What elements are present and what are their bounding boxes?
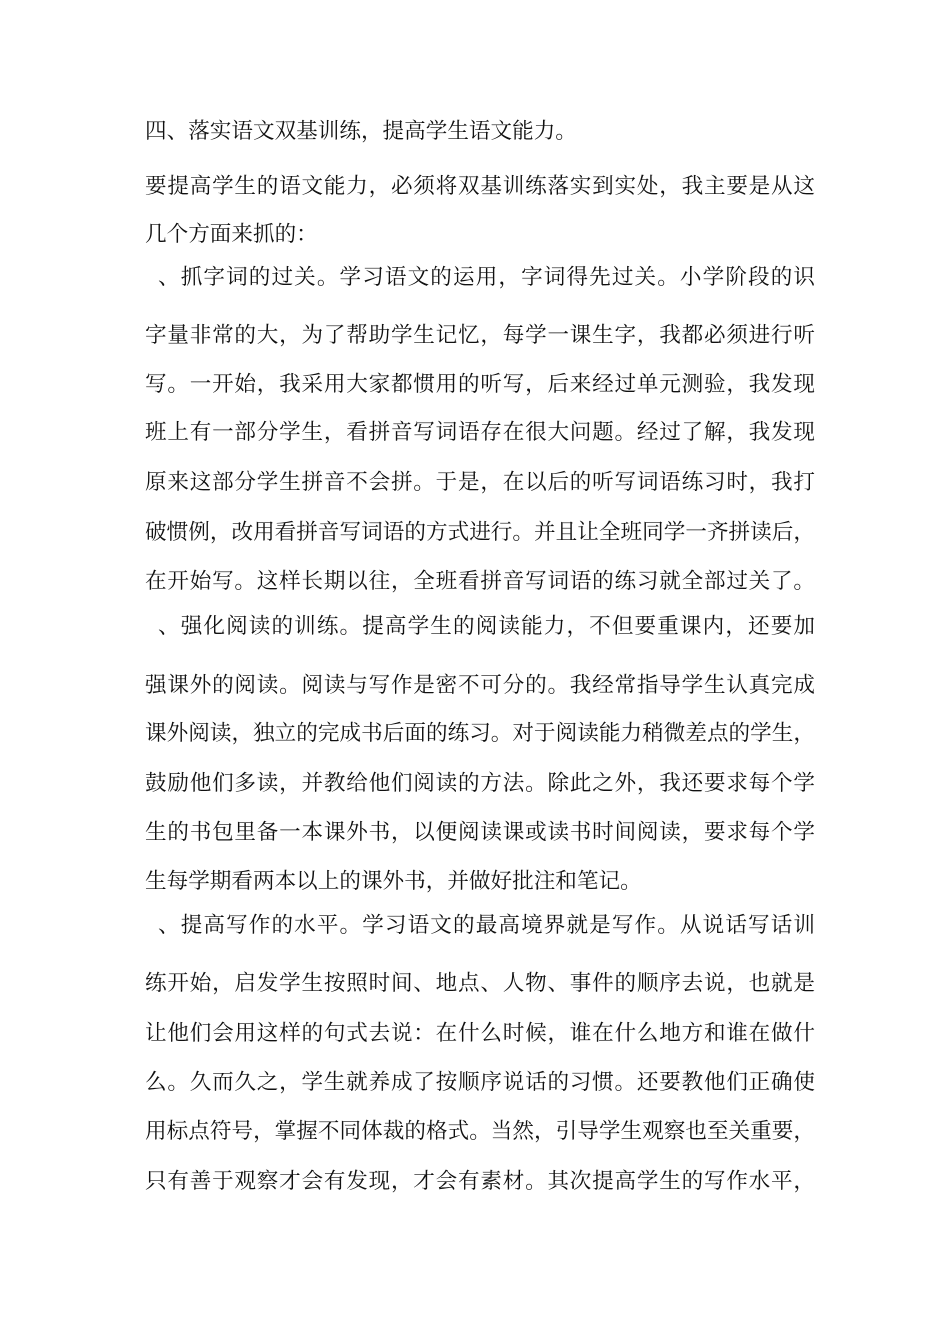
section1-line-7: 在开始写。这样长期以往，全班看拼音写词语的练习就全部过关了。 [145, 569, 815, 594]
section2-line-6: 生每学期看两本以上的课外书，并做好批注和笔记。 [145, 869, 642, 894]
section1-line-1: 、抓字词的过关。学习语文的运用，字词得先过关。小学阶段的识 [158, 265, 815, 290]
section3-line-1: 、提高写作的水平。学习语文的最高境界就是写作。从说话写话训 [158, 913, 815, 938]
intro-line-1: 要提高学生的语文能力，必须将双基训练落实到实处，我主要是从这 [145, 174, 815, 199]
section1-line-2: 字量非常的大，为了帮助学生记忆，每学一课生字，我都必须进行听 [145, 323, 815, 348]
section3-line-2: 练开始，启发学生按照时间、地点、人物、事件的顺序去说，也就是 [145, 971, 815, 996]
section3-line-3: 让他们会用这样的句式去说：在什么时候，谁在什么地方和谁在做什 [145, 1021, 815, 1046]
section2-line-2: 强课外的阅读。阅读与写作是密不可分的。我经常指导学生认真完成 [145, 673, 815, 698]
section-heading: 四、落实语文双基训练，提高学生语文能力。 [145, 119, 577, 144]
section3-line-6: 只有善于观察才会有发现，才会有素材。其次提高学生的写作水平， [145, 1169, 815, 1194]
section1-line-5: 原来这部分学生拼音不会拼。于是，在以后的听写词语练习时，我打 [145, 470, 815, 495]
section2-line-3: 课外阅读，独立的完成书后面的练习。对于阅读能力稍微差点的学生， [145, 721, 815, 746]
section2-line-1: 、强化阅读的训练。提高学生的阅读能力，不但要重课内，还要加 [158, 614, 815, 639]
section1-line-3: 写。一开始，我采用大家都惯用的听写，后来经过单元测验，我发现 [145, 372, 815, 397]
section1-line-6: 破惯例，改用看拼音写词语的方式进行。并且让全班同学一齐拼读后， [145, 520, 815, 545]
section3-line-5: 用标点符号，掌握不同体裁的格式。当然，引导学生观察也至关重要， [145, 1119, 815, 1144]
section1-line-4: 班上有一部分学生，看拼音写词语存在很大问题。经过了解，我发现 [145, 420, 815, 445]
section3-line-4: 么。久而久之，学生就养成了按顺序说话的习惯。还要教他们正确使 [145, 1070, 815, 1095]
intro-line-2: 几个方面来抓的： [145, 222, 318, 247]
section2-line-5: 生的书包里备一本课外书，以便阅读课或读书时间阅读，要求每个学 [145, 820, 815, 845]
section2-line-4: 鼓励他们多读，并教给他们阅读的方法。除此之外，我还要求每个学 [145, 771, 815, 796]
